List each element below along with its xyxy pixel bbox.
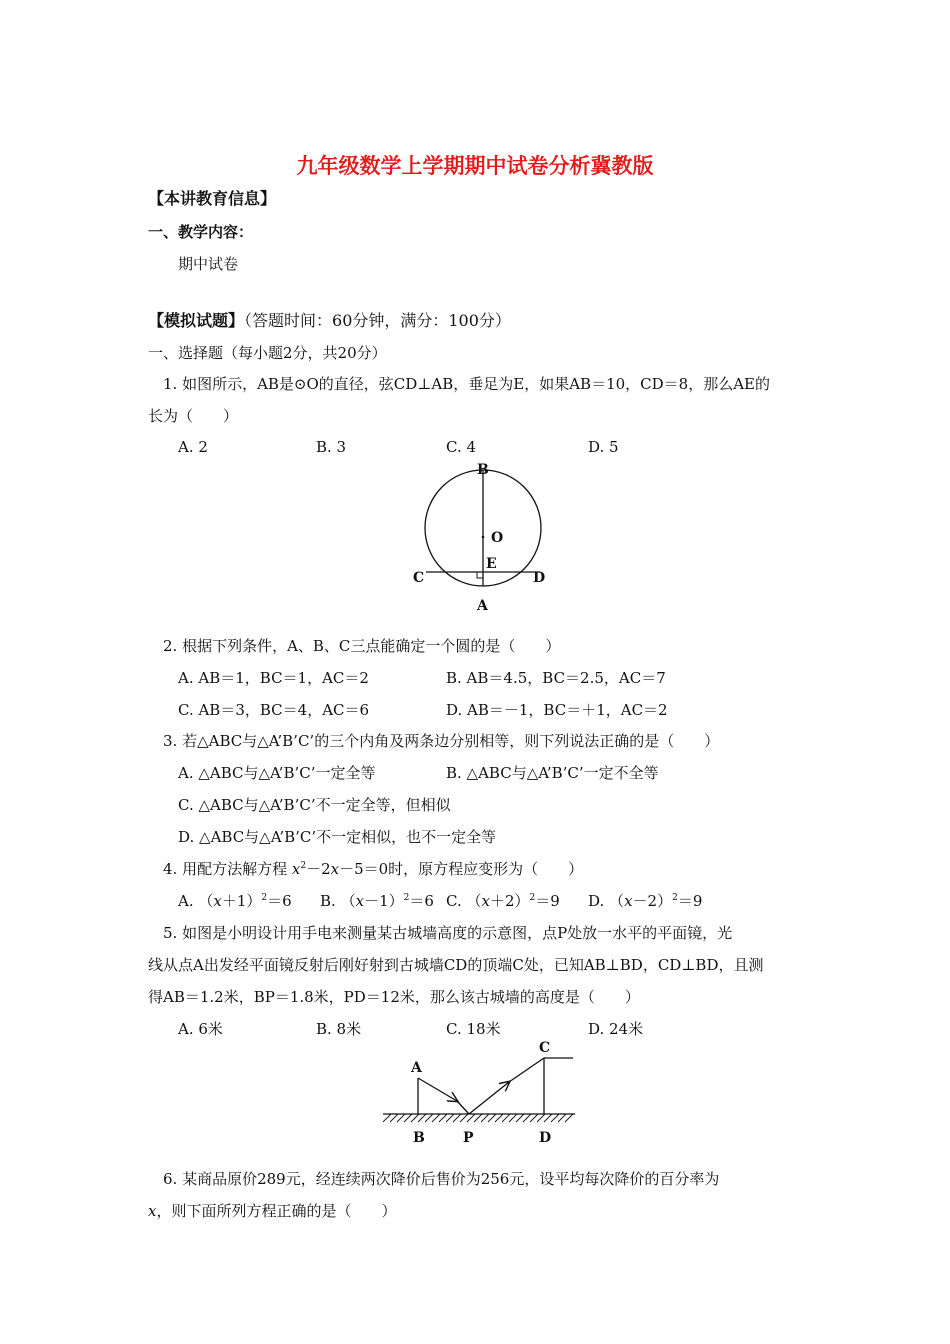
q4-sup: 2 — [300, 861, 307, 871]
label-p: P — [463, 1130, 474, 1146]
question-1-option-a: A. 2 — [178, 438, 208, 456]
question-2-option-d: D. AB＝－1，BC＝＋1，AC＝2 — [446, 701, 668, 719]
section1-content: 期中试卷 — [178, 255, 239, 273]
page-title: 九年级数学上学期期中试卷分析冀教版 — [296, 153, 654, 178]
question-5-line3: 得AB＝1.2米，BP＝1.8米，PD＝12米，那么该古城墙的高度是（ ） — [148, 988, 640, 1006]
question-5-line1: 5. 如图是小明设计用手电来测量某古城墙高度的示意图，点P处放一水平的平面镜，光 — [163, 924, 733, 942]
label-c: C — [539, 1040, 551, 1056]
label-a: A — [411, 1060, 422, 1076]
label-a: A — [477, 598, 488, 614]
incident-ray-end — [457, 1101, 469, 1114]
part1-heading: 一、选择题（每小题2分，共20分） — [148, 344, 387, 362]
question-3-option-a: A. △ABC与△A’B’C’一定全等 — [178, 764, 376, 782]
mirror-figure — [375, 1038, 585, 1150]
label-o: O — [491, 530, 504, 546]
label-d: D — [539, 1130, 552, 1146]
ground-hatching — [383, 1114, 573, 1122]
question-1-line1: 1. 如图所示，AB是⊙O的直径，弦CD⊥AB，垂足为E，如果AB＝10，CD＝8，那么AE的 — [163, 375, 770, 393]
question-4-line1 — [163, 858, 583, 879]
question-3-option-c: C. △ABC与△A’B’C’不一定全等，但相似 — [178, 796, 451, 814]
question-4-option-a: A. $(x+1)^2=6$ — [178, 892, 292, 910]
label-c: C — [413, 570, 425, 586]
question-2-option-c: C. AB＝3，BC＝4，AC＝6 — [178, 701, 370, 719]
question-4-option-b: B. $(x-1)^2=6$ — [320, 892, 434, 910]
question-4-option-d: D. $(x-2)^2=9$ — [588, 892, 703, 910]
question-3-line1: 3. 若△ABC与△A’B’C’的三个内角及两条边分别相等，则下列说法正确的是（ ） — [163, 732, 720, 750]
question-6-line2 — [148, 1200, 396, 1221]
reflected-ray-end — [509, 1058, 544, 1082]
label-d: D — [533, 570, 546, 586]
q4-text-post: －5＝0时，原方程应变形为（ ） — [339, 860, 584, 878]
question-1-option-c: C. 4 — [446, 438, 477, 456]
question-6-line1: 6. 某商品原价289元，经连续两次降价后售价为256元，设平均每次降价的百分率为 — [163, 1170, 720, 1188]
question-1-option-b: B. 3 — [316, 438, 347, 456]
question-5-line2: 线从点A出发经平面镜反射后刚好射到古城墙CD的顶端C处，已知AB⊥BD，CD⊥BD，且测 — [148, 956, 764, 974]
sim-note: （答题时间：60分钟，满分：100分） — [244, 311, 511, 330]
q4-var: x — [291, 860, 301, 878]
question-5-option-a: A. 6米 — [178, 1020, 223, 1038]
info-header: 【本讲教育信息】 — [148, 189, 277, 208]
section1-heading: 一、教学内容： — [148, 223, 254, 241]
question-1-line2: 长为（ ） — [148, 407, 239, 425]
question-5-option-c: C. 18米 — [446, 1020, 501, 1038]
question-3-option-b: B. △ABC与△A’B’C’一定不全等 — [446, 764, 659, 782]
label-b: B — [413, 1130, 425, 1146]
incident-ray — [418, 1078, 457, 1101]
question-2-option-a: A. AB＝1，BC＝1，AC＝2 — [178, 669, 369, 687]
reflected-ray — [469, 1082, 509, 1114]
q6-var: x — [148, 1202, 157, 1220]
right-angle-mark — [477, 572, 483, 578]
question-3-option-d: D. △ABC与△A’B’C’不一定相似，也不一定全等 — [178, 828, 497, 846]
label-e: E — [486, 556, 497, 572]
question-5-option-b: B. 8米 — [316, 1020, 362, 1038]
sim-header: 【模拟试题】 — [148, 311, 245, 330]
sim-header-line — [148, 308, 511, 331]
question-2-option-b: B. AB＝4.5，BC＝2.5，AC＝7 — [446, 669, 666, 687]
label-b: B — [477, 462, 489, 478]
question-5-option-d: D. 24米 — [588, 1020, 644, 1038]
circle-figure — [410, 458, 560, 618]
q4-text-mid: －2 — [306, 860, 331, 878]
question-2-line1: 2. 根据下列条件，A、B、C三点能确定一个圆的是（ ） — [163, 637, 561, 655]
question-4-option-c: C. $(x+2)^2=9$ — [446, 892, 560, 910]
question-1-option-d: D. 5 — [588, 438, 619, 456]
q6-text: ，则下面所列方程正确的是（ ） — [156, 1202, 397, 1220]
q4-text-pre: 4. 用配方法解方程 — [163, 860, 292, 878]
center-point — [482, 536, 485, 539]
q4-var2: x — [330, 860, 340, 878]
